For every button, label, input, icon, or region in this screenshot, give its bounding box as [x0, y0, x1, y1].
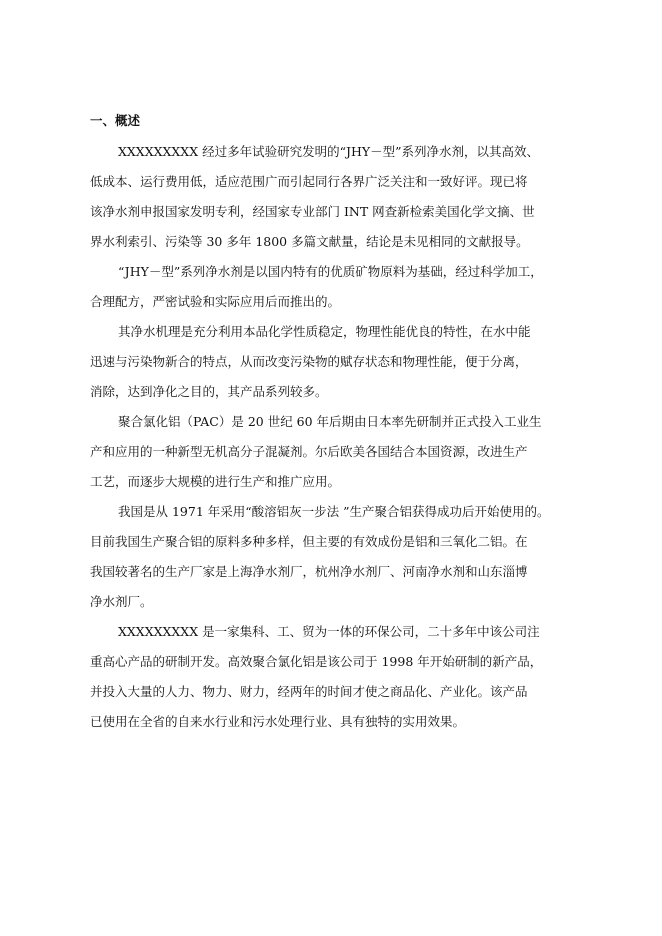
paragraph-3-line-1: 其净水机理是充分利用本品化学性质稳定，物理性能优良的特性，在水中能: [118, 324, 531, 339]
paragraph-5-line-2: 目前我国生产聚合铝的原料多种多样，但主要的有效成份是铝和三氧化二铝。在: [90, 534, 528, 549]
paragraph-6-line-1: XXXXXXXXX 是一家集科、工、贸为一体的环保公司，二十多年中该公司注: [118, 624, 540, 639]
paragraph-5-line-3: 我国较著名的生产厂家是上海净水剂厂，杭州净水剂厂、河南净水剂和山东淄博: [90, 564, 528, 579]
paragraph-5-line-1: 我国是从 1971 年采用“酸溶铝灰一步法 ”生产聚合铝获得成功后开始使用的。: [118, 504, 550, 519]
paragraph-2-line-2: 合理配方，严密试验和实际应用后而推出的。: [90, 294, 341, 309]
paragraph-1-line-2: 低成本、运行费用低，适应范围广而引起同行各界广泛关注和一致好评。现已将: [90, 174, 528, 189]
paragraph-6-line-2: 重高心产品的研制开发。高效聚合氯化铝是该公司于 1998 年开始研制的新产品，: [90, 654, 543, 669]
paragraph-6-line-3: 并投入大量的人力、物力、财力，经两年的时间才使之商品化、产业化。该产品: [90, 684, 528, 699]
paragraph-3-line-2: 迅速与污染物新合的特点，从而改变污染物的赋存状态和物理性能，便于分离，: [90, 354, 528, 369]
paragraph-4-line-2: 产和应用的一种新型无机高分子混凝剂。尔后欧美各国结合本国资源，改进生产: [90, 444, 528, 459]
paragraph-3-line-3: 消除，达到净化之目的，其产品系列较多。: [90, 384, 328, 399]
paragraph-6-line-4: 已使用在全省的自来水行业和污水处理行业、具有独特的实用效果。: [90, 714, 466, 729]
paragraph-1-line-1: XXXXXXXXX 经过多年试验研究发明的“JHY－型”系列净水剂，以其高效、: [118, 144, 540, 159]
paragraph-4-line-3: 工艺，而逐步大规模的进行生产和推广应用。: [90, 474, 341, 489]
paragraph-1-line-4: 界水利索引、污染等 30 多年 1800 多篇文献量，结论是未见相同的文献报导。: [90, 234, 529, 249]
paragraph-5-line-4: 净水剂厂。: [90, 594, 153, 609]
paragraph-2-line-1: “JHY－型”系列净水剂是以国内特有的优质矿物原料为基础，经过科学加工，: [118, 264, 543, 279]
section-heading: 一、概述: [90, 113, 141, 128]
paragraph-1-line-3: 该净水剂申报国家发明专利，经国家专业部门 INT 网查新检索美国化学文摘、世: [90, 204, 535, 219]
paragraph-4-line-1: 聚合氯化铝（PAC）是 20 世纪 60 年后期由日本率先研制并正式投入工业生: [118, 414, 542, 429]
